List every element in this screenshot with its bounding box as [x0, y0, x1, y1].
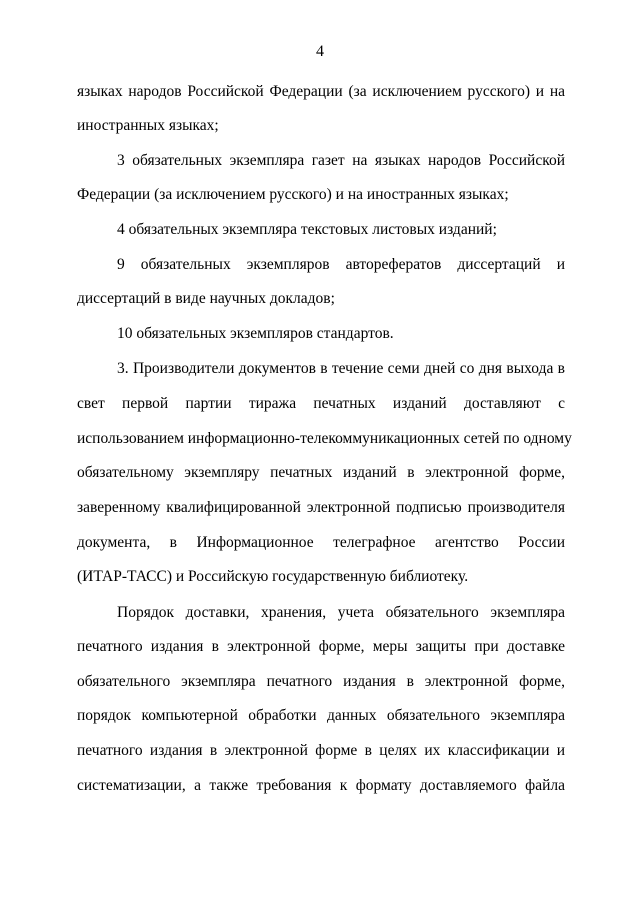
text-line: систематизации, а также требования к формату доставляемого файла	[77, 777, 565, 794]
text-line: использованием информационно-телекоммуникационных сетей по одному	[77, 430, 572, 447]
text-line: 9 обязательных экземпляров авторефератов диссертаций и	[117, 256, 565, 273]
text-line: 3. Производители документов в течение семи дней со дня выхода в	[117, 360, 565, 377]
text-line: обязательного экземпляра печатного издания в электронной форме,	[77, 673, 565, 690]
text-line: 3 обязательных экземпляра газет на языках народов Российской	[117, 152, 565, 169]
text-line: 10 обязательных экземпляров стандартов.	[117, 325, 394, 342]
text-line: заверенному квалифицированной электронной подписью производителя	[77, 499, 565, 516]
text-line: печатного издания в электронной форме в целях их классификации и	[77, 742, 565, 759]
text-line: свет первой партии тиража печатных изданий доставляют с	[77, 395, 565, 412]
page-number: 4	[316, 43, 324, 60]
text-line: иностранных языках;	[77, 117, 219, 134]
text-line: печатного издания в электронной форме, меры защиты при доставке	[77, 638, 565, 655]
text-line: языках народов Российской Федерации (за исключением русского) и на	[77, 83, 565, 100]
text-line: документа, в Информационное телеграфное агентство России	[77, 534, 565, 551]
text-line: (ИТАР-ТАСС) и Российскую государственную библиотеку.	[77, 568, 469, 585]
text-line: Порядок доставки, хранения, учета обязательного экземпляра	[117, 604, 565, 621]
text-line: Федерации (за исключением русского) и на иностранных языках;	[77, 186, 509, 203]
text-line: диссертаций в виде научных докладов;	[77, 290, 335, 307]
text-line: порядок компьютерной обработки данных обязательного экземпляра	[77, 707, 565, 724]
text-line: обязательному экземпляру печатных изданий в электронной форме,	[77, 464, 565, 481]
text-line: 4 обязательных экземпляра текстовых листовых изданий;	[117, 221, 497, 238]
